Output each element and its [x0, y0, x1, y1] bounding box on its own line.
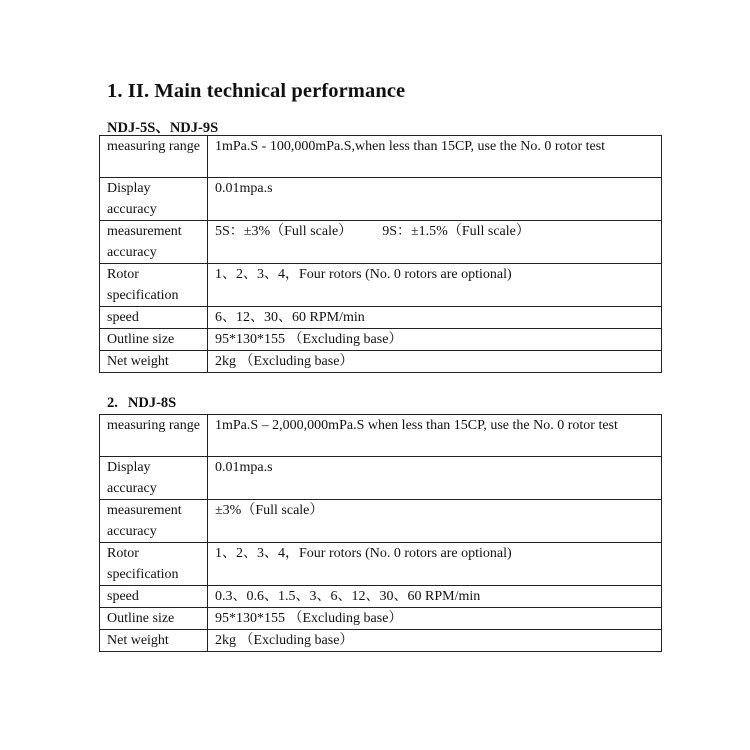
table-row	[100, 221, 662, 264]
row-value: 0.01mpa.s	[208, 457, 662, 500]
section-1-heading: NDJ-5S、NDJ-9S	[107, 120, 219, 136]
row-value: 1、2、3、4，Four rotors (No. 0 rotors are optional)	[208, 264, 662, 307]
table-row	[100, 351, 662, 373]
row-label: Outline size	[100, 608, 208, 630]
row-label: measuring range	[100, 136, 208, 178]
table-row	[100, 264, 662, 307]
accuracy-9s: 9S：±1.5%（Full scale）	[382, 224, 530, 239]
row-value: 2kg （Excluding base）	[208, 630, 662, 652]
row-label: Outline size	[100, 329, 208, 351]
table-row	[100, 178, 662, 221]
table-row	[100, 630, 662, 652]
section-2-title: NDJ-8S	[127, 395, 177, 411]
row-value: 1mPa.S – 2,000,000mPa.S when less than 15CP, use the No. 0 rotor test	[208, 415, 662, 457]
spec-table-ndj-5s-9s	[99, 135, 662, 373]
row-label: Rotor specification	[100, 543, 208, 586]
row-label: Display accuracy	[100, 178, 208, 221]
spec-table-ndj-8s	[99, 414, 662, 652]
table-row	[100, 415, 662, 457]
row-value: 6、12、30、60 RPM/min	[208, 307, 662, 329]
row-value: 1、2、3、4，Four rotors (No. 0 rotors are optional)	[208, 543, 662, 586]
accuracy-5s: 5S：±3%（Full scale）	[215, 224, 353, 239]
row-value: 95*130*155 （Excluding base）	[208, 608, 662, 630]
table-row	[100, 136, 662, 178]
row-value: 2kg （Excluding base）	[208, 351, 662, 373]
row-value: 0.01mpa.s	[208, 178, 662, 221]
row-label: Net weight	[100, 351, 208, 373]
table-row	[100, 457, 662, 500]
table-row	[100, 307, 662, 329]
page-title: 1. II. Main technical performance	[107, 80, 406, 102]
row-label: measuring range	[100, 415, 208, 457]
table-row	[100, 608, 662, 630]
table-row	[100, 586, 662, 608]
row-label: Net weight	[100, 630, 208, 652]
row-label: speed	[100, 586, 208, 608]
row-value: 95*130*155 （Excluding base）	[208, 329, 662, 351]
table-row	[100, 500, 662, 543]
table-row	[100, 329, 662, 351]
section-2-number: 2.	[107, 395, 118, 411]
row-value: 1mPa.S - 100,000mPa.S,when less than 15CP, use the No. 0 rotor test	[208, 136, 662, 178]
row-label: measurement accuracy	[100, 221, 208, 264]
row-value: ±3%（Full scale）	[208, 500, 662, 543]
row-label: measurement accuracy	[100, 500, 208, 543]
row-label: Display accuracy	[100, 457, 208, 500]
row-label: speed	[100, 307, 208, 329]
row-value: 0.3、0.6、1.5、3、6、12、30、60 RPM/min	[208, 586, 662, 608]
table-row	[100, 543, 662, 586]
row-label: Rotor specification	[100, 264, 208, 307]
section-2-heading	[107, 395, 176, 412]
row-value	[208, 221, 662, 264]
